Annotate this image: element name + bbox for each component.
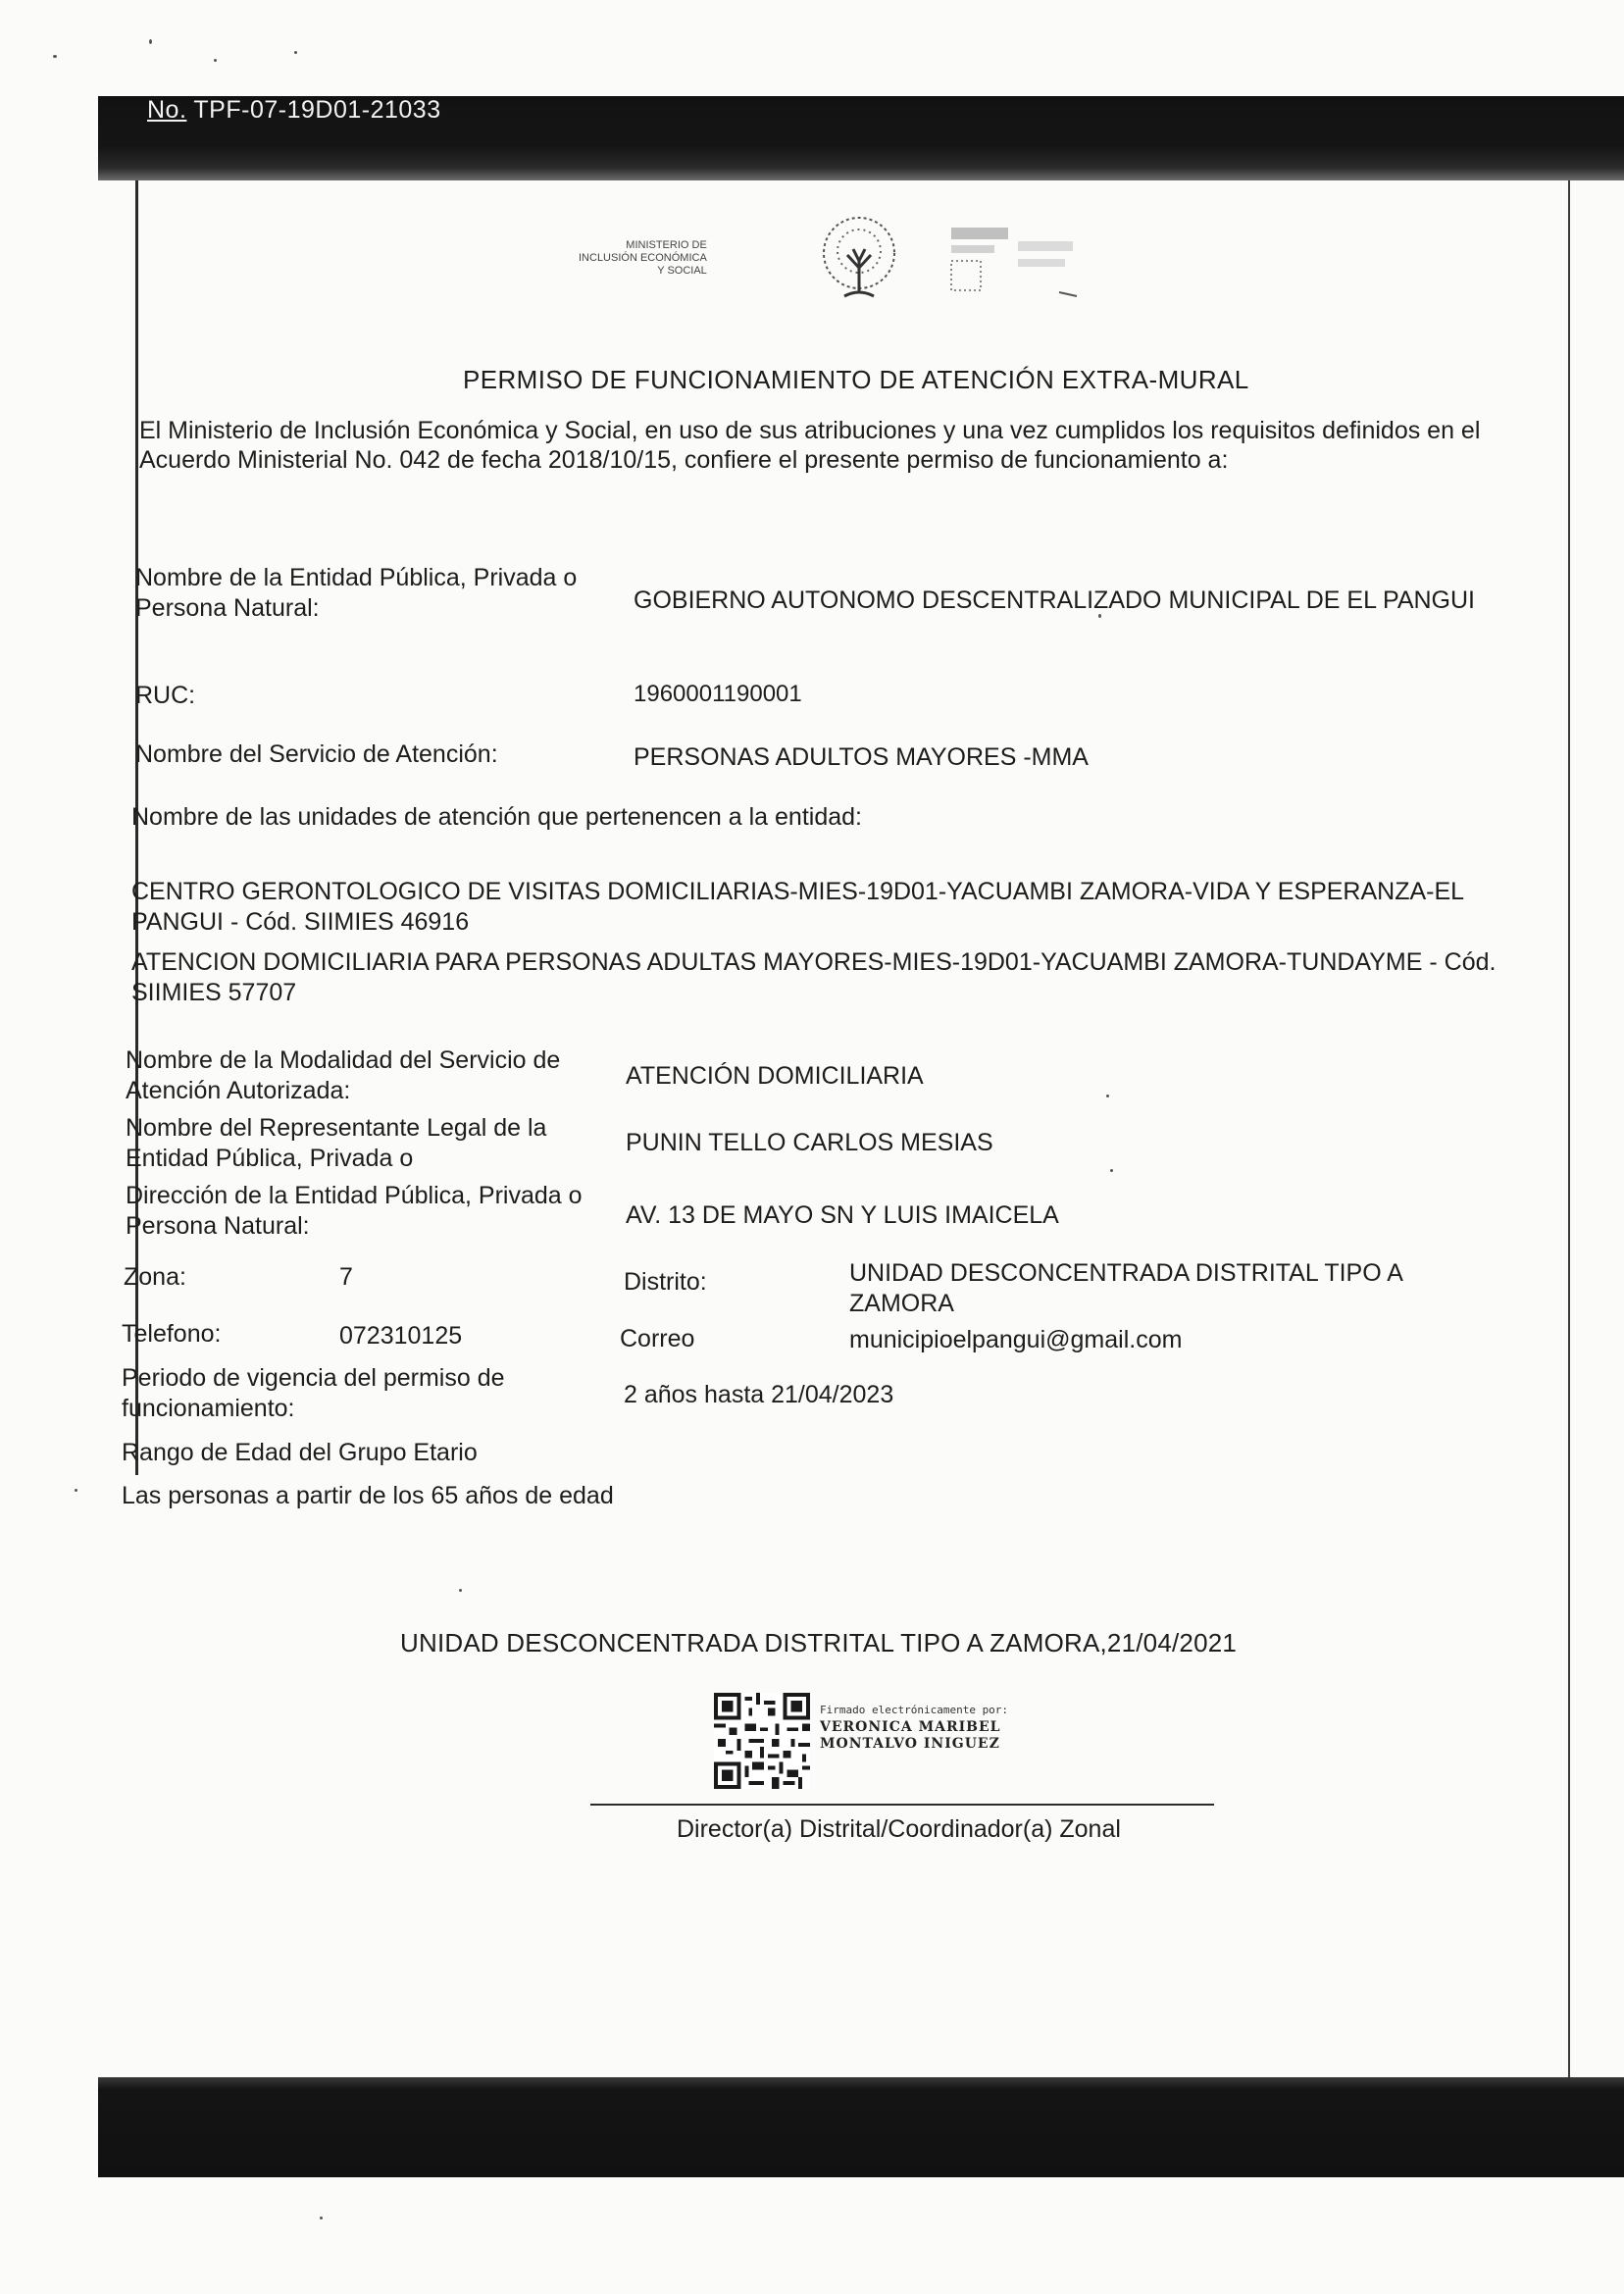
signed-electronically-note: Firmado electrónicamente por: (820, 1704, 1009, 1716)
service-value: PERSONAS ADULTOS MAYORES -MMA (634, 743, 1089, 771)
document-number-prefix: No. (147, 96, 187, 124)
logo-line-1: MINISTERIO DE (626, 239, 707, 251)
modality-label: Nombre de la Modalidad del Servicio de Atención Autorizada: (126, 1046, 561, 1104)
district-label: Distrito: (624, 1268, 707, 1296)
unit-item-1: CENTRO GERONTOLOGICO DE VISITAS DOMICILIARIAS-MIES-19D01-YACUAMBI ZAMORA-VIDA Y ESPERANZA-EL PANGUI - Cód. SIIMIES 46916 (131, 878, 1464, 936)
zone-value: 7 (339, 1263, 353, 1291)
scan-speck (320, 2217, 323, 2219)
email-label: Correo (620, 1325, 695, 1352)
validity-value: 2 años hasta 21/04/2023 (624, 1381, 894, 1408)
entity-value: GOBIERNO AUTONOMO DESCENTRALIZADO MUNICIPAL DE EL PANGUI (634, 586, 1476, 614)
scan-speck (1110, 1169, 1113, 1172)
scan-speck (1098, 614, 1101, 618)
document-number-value: TPF-07-19D01-21033 (193, 96, 441, 124)
scan-speck (53, 55, 57, 58)
district-value: UNIDAD DESCONCENTRADA DISTRITAL TIPO A ZAMORA (849, 1259, 1402, 1317)
address-label: Dirección de la Entidad Pública, Privada o Persona Natural: (126, 1182, 583, 1240)
logo-line-2: INCLUSIÓN ECONÓMICA (579, 252, 707, 264)
representative-value: PUNIN TELLO CARLOS MESIAS (626, 1129, 993, 1156)
entity-label: Nombre de la Entidad Pública, Privada o Persona Natural: (135, 564, 578, 622)
units-label: Nombre de las unidades de atención que pertenencen a la entidad: (131, 803, 862, 831)
signer-title: Director(a) Distrital/Coordinador(a) Zonal (677, 1815, 1121, 1843)
signer-name-line-2: MONTALVO INIGUEZ (820, 1736, 1000, 1752)
validity-label: Periodo de vigencia del permiso de funcionamiento: (122, 1364, 505, 1422)
scan-speck (214, 59, 217, 62)
intro-paragraph: El Ministerio de Inclusión Económica y Social, en uso de sus atribuciones y una vez cumplidos los requisitos definidos en el Acuerdo Ministerial No. 042 de fecha 2018/10/15, confiere el presente permiso de funcionamiento a: (139, 417, 1481, 474)
logo-line-3: Y SOCIAL (657, 265, 707, 277)
footer-black-band (98, 2077, 1624, 2177)
tree-emblem-icon (810, 214, 908, 312)
zone-label: Zona: (124, 1263, 186, 1291)
representative-label: Nombre del Representante Legal de la Entidad Pública, Privada o (126, 1114, 547, 1172)
scan-speck (1106, 1095, 1109, 1097)
age-range-label: Rango de Edad del Grupo Etario (122, 1439, 478, 1466)
scan-speck (459, 1589, 462, 1592)
place-and-date: UNIDAD DESCONCENTRADA DISTRITAL TIPO A ZAMORA,21/04/2021 (400, 1628, 1238, 1657)
ministry-logo-text (579, 239, 707, 278)
ruc-value: 1960001190001 (634, 681, 802, 707)
phone-label: Telefono: (122, 1320, 222, 1348)
email-value: municipioelpangui@gmail.com (849, 1326, 1183, 1353)
signature-line (590, 1804, 1214, 1806)
signature-qr-code (714, 1693, 810, 1789)
scan-speck (75, 1489, 77, 1492)
unit-item-2: ATENCION DOMICILIARIA PARA PERSONAS ADULTAS MAYORES-MIES-19D01-YACUAMBI ZAMORA-TUNDAYME - Cód. SIIMIES 57707 (131, 948, 1497, 1006)
signer-name-line-1: VERONICA MARIBEL (820, 1719, 1001, 1735)
modality-value: ATENCIÓN DOMICILIARIA (626, 1062, 924, 1090)
document-number (147, 96, 441, 125)
phone-value: 072310125 (339, 1322, 463, 1350)
ruc-label: RUC: (135, 682, 196, 709)
scan-speck (294, 51, 297, 54)
signer-name (820, 1719, 1000, 1753)
age-range-value: Las personas a partir de los 65 años de edad (122, 1482, 614, 1509)
document-title: PERMISO DE FUNCIONAMIENTO DE ATENCIÓN EXTRA-MURAL (463, 365, 1249, 394)
address-value: AV. 13 DE MAYO SN Y LUIS IMAICELA (626, 1201, 1059, 1229)
government-logo-icon (949, 220, 1116, 308)
service-label: Nombre del Servicio de Atención: (135, 740, 498, 768)
scan-speck (149, 39, 152, 44)
